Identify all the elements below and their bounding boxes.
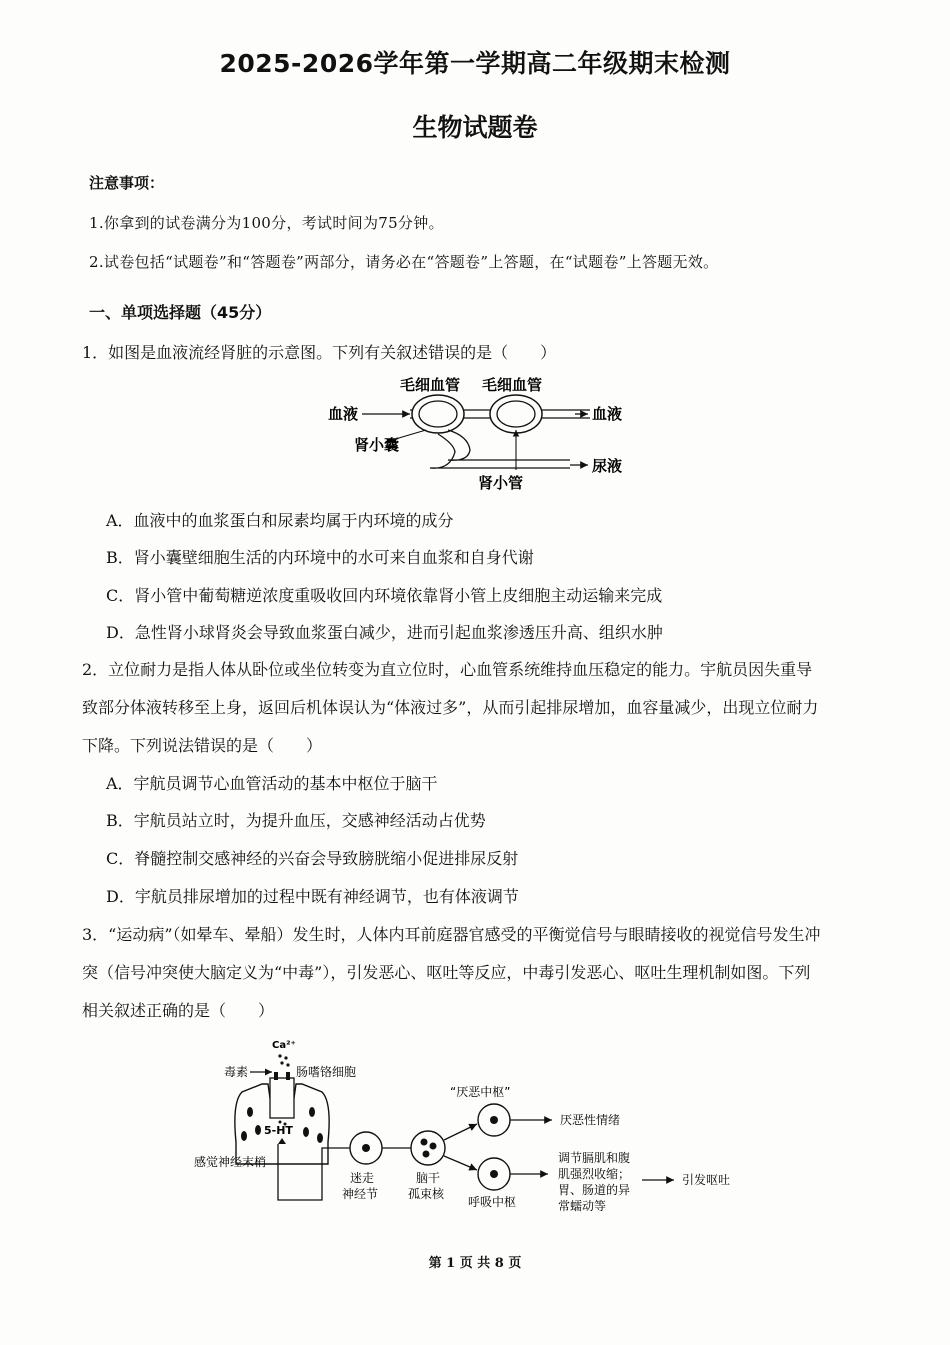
option: A．血液中的血浆蛋白和尿素均属于内环境的成分 — [106, 511, 454, 530]
vagal-ganglion-label-2: 神经节 — [342, 1187, 379, 1201]
serotonin-label: 5-HT — [264, 1124, 293, 1137]
regulate-label-1: 调节膈肌和腹 — [558, 1151, 631, 1165]
exam-subtitle: 生物试题卷 — [412, 113, 538, 142]
capillary-label-right: 毛细血管 — [482, 376, 543, 394]
question-3-stem-line: 突（信号冲突使大脑定义为“中毒”），引发恶心、呕吐等反应，中毒引发恶心、呕吐生理机制如图。下列 — [82, 963, 811, 982]
option: B．宇航员站立时，为提升血压，交感神经活动占优势 — [106, 811, 486, 830]
note-item: 2.试卷包括“试题卷”和“答题卷”两部分，请务必在“答题卷”上答题，在“试题卷”上答题无效。 — [89, 253, 719, 271]
vomiting-mechanism-diagram — [192, 1032, 752, 1222]
question-2-stem-line: 致部分体液转移至上身，返回后机体误认为“体液过多”，从而引起排尿增加，血容量减少，出现立位耐力 — [82, 698, 819, 717]
capsule-label: 肾小囊 — [354, 436, 400, 454]
urine-label: 尿液 — [592, 457, 623, 475]
enterochromaffin-cell — [270, 1078, 294, 1118]
brainstem-nucleus-node — [411, 1131, 445, 1165]
option: D．宇航员排尿增加的过程中既有神经调节，也有体液调节 — [106, 887, 519, 906]
vomit-label: 引发呕吐 — [682, 1173, 731, 1187]
note-item: 1.你拿到的试卷满分为100分，考试时间为75分钟。 — [89, 214, 444, 232]
tubule-top-wall — [448, 430, 570, 460]
question-2-stem-line: 下降。下列说法错误的是（ ） — [82, 736, 323, 755]
respiratory-center-label: 呼吸中枢 — [468, 1195, 517, 1209]
question-3-stem-line: 相关叙述正确的是（ ） — [82, 1001, 275, 1020]
disgust-emotion-label: 厌恶性情绪 — [560, 1113, 621, 1127]
sensory-nerve-label: 感觉神经末梢 — [194, 1155, 267, 1169]
toxin-label: 毒素 — [224, 1065, 249, 1079]
brainstem-label-1: 脑干 — [416, 1171, 441, 1185]
option: C．肾小管中葡萄糖逆浓度重吸收回内环境依靠肾小管上皮细胞主动运输来完成 — [106, 586, 663, 605]
regulate-label-3: 胃、肠道的异 — [558, 1183, 631, 1197]
exam-title: 2025-2026学年第一学期高二年级期末检测 — [219, 49, 731, 78]
option: A．宇航员调节心血管活动的基本中枢位于脑干 — [106, 774, 438, 793]
blood-in-label: 血液 — [328, 405, 359, 423]
vagal-ganglion-label-1: 迷走 — [350, 1171, 375, 1185]
option: D．急性肾小球肾炎会导致血浆蛋白减少，进而引起血浆渗透压升高、组织水肿 — [106, 623, 663, 642]
brainstem-label-2: 孤束核 — [408, 1187, 445, 1201]
regulate-label-2: 肌强烈收缩； — [558, 1167, 631, 1181]
calcium-label: Ca²⁺ — [272, 1040, 296, 1051]
enterochromaffin-cell-label: 肠嗜铬细胞 — [296, 1065, 357, 1079]
page-number: 第 1 页 共 8 页 — [428, 1256, 522, 1271]
regulate-label-4: 常蠕动等 — [558, 1199, 607, 1213]
disgust-center-label: “厌恶中枢” — [450, 1085, 511, 1099]
capillary-label-left: 毛细血管 — [400, 376, 461, 394]
kidney-diagram — [320, 370, 650, 500]
option: C．脊髓控制交感神经的兴奋会导致膀胱缩小促进排尿反射 — [106, 849, 519, 868]
notes-heading: 注意事项： — [89, 174, 165, 192]
option: B．肾小囊壁细胞生活的内环境中的水可来自血浆和自身代谢 — [106, 548, 534, 567]
question-2-stem-line: 2．立位耐力是指人体从卧位或坐位转变为直立位时，心血管系统维持血压稳定的能力。宇航员因失重导 — [82, 660, 813, 679]
section-heading: 一、单项选择题（45分） — [89, 303, 272, 322]
tubule-bottom-wall — [430, 434, 570, 468]
blood-out-label: 血液 — [592, 405, 623, 423]
question-3-stem-line: 3．“运动病”（如晕车、晕船）发生时，人体内耳前庭器官感受的平衡觉信号与眼睛接收的视觉信号发生冲 — [82, 925, 821, 944]
tubule-label: 肾小管 — [478, 474, 524, 492]
question-1-stem: 1．如图是血液流经肾脏的示意图。下列有关叙述错误的是（ ） — [82, 343, 557, 362]
